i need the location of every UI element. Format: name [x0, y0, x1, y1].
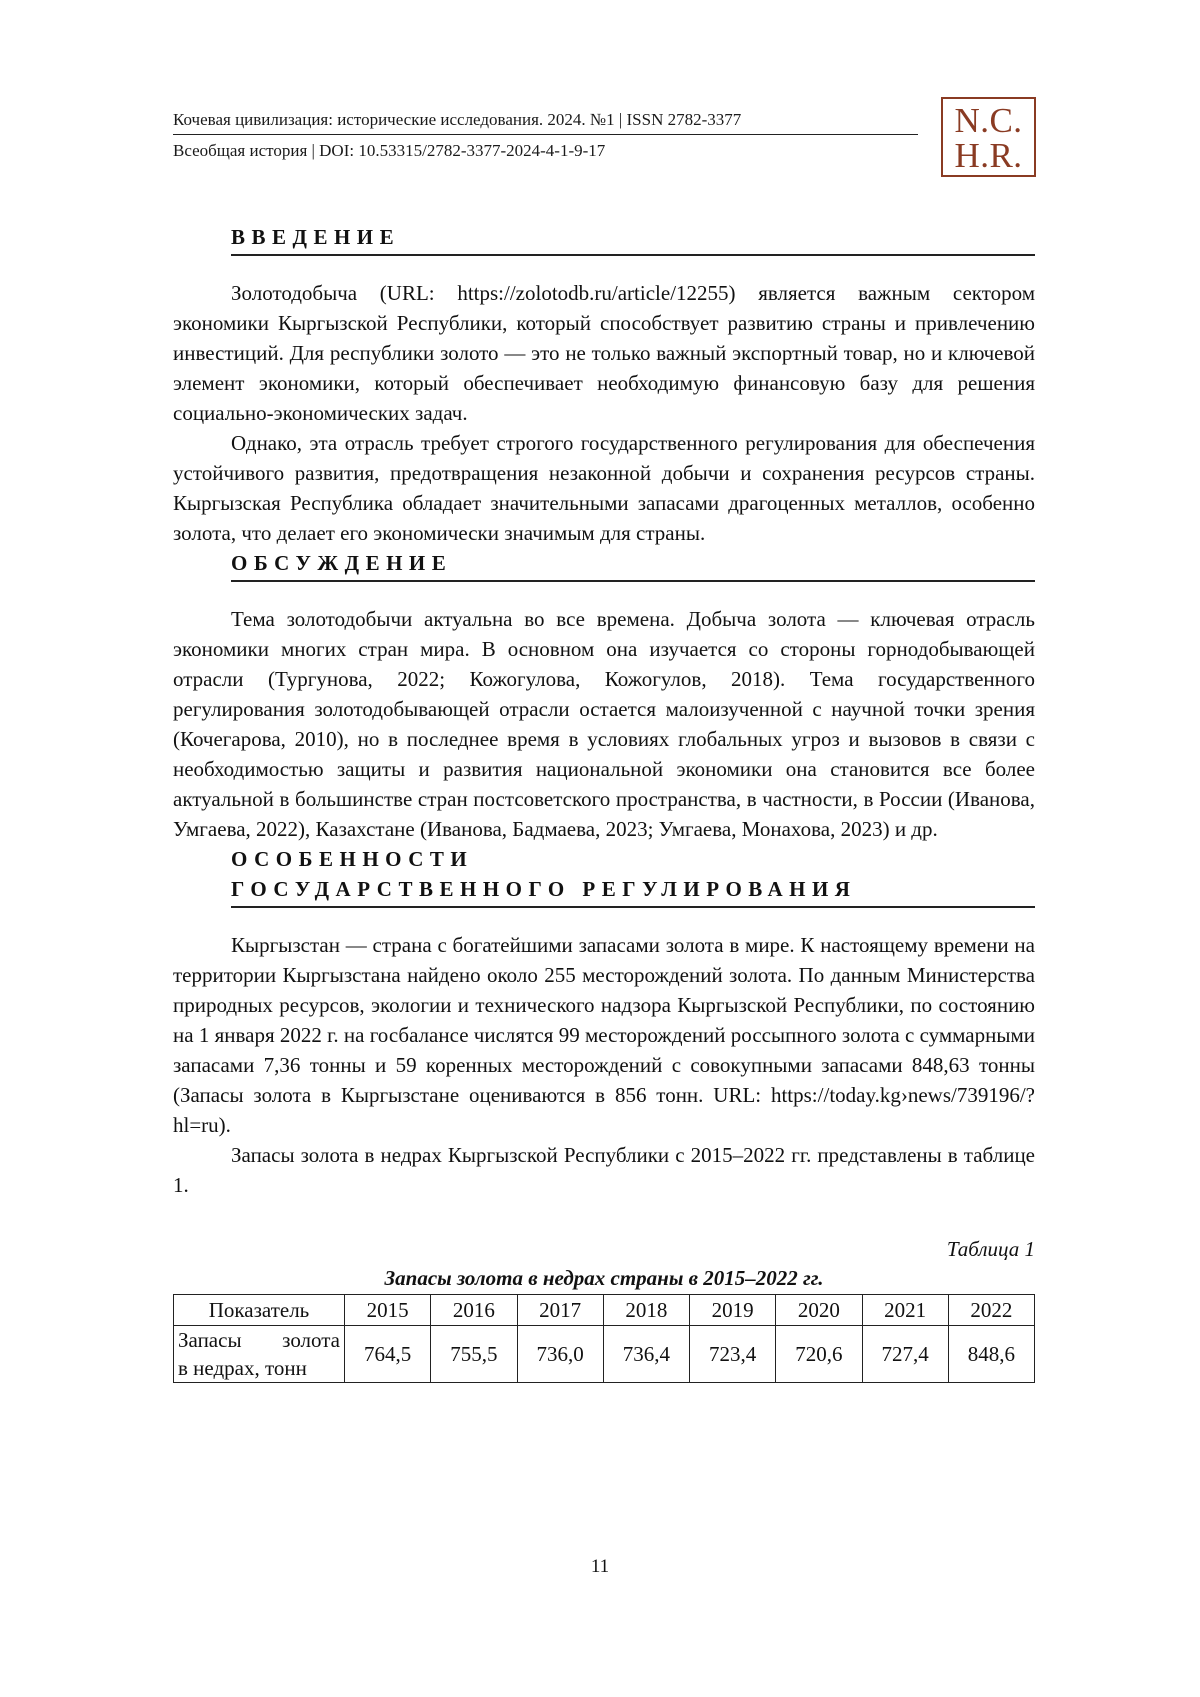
discussion-paragraph-1: Тема золотодобычи актуальна во все времена. Добыча золота — ключевая отрасль экономики многих стран мира. В основном она изучается со стороны горнодобывающей отрасли (Тургунова, 2022; Кожогулова, Кожогулов, 2018). Тема государственного регулирования золотодобывающей отрасли остается малоизученной с научной точки зрения (Кочегарова, 2010), но в последнее время в условиях глобальных угроз и вызовов в связи с необходимостью защиты и развития национальной экономики она становится все более актуальной в большинстве стран постсоветского пространства, в частности, в России (Иванова, Умгаева, 2022), Казахстане (Иванова, Бадмаева, 2023; Умгаева, Монахова, 2023) и др. — [173, 607, 1035, 841]
section-doi-line: Всеобщая история | DOI: 10.53315/2782-3377-2024-4-1-9-17 — [173, 141, 606, 160]
heading-discussion: ОБСУЖДЕНИЕ — [231, 548, 1035, 582]
header-cell-year: 2020 — [776, 1295, 862, 1326]
value-cell: 727,4 — [862, 1326, 948, 1383]
heading-introduction: ВВЕДЕНИЕ — [231, 222, 1035, 256]
heading-regulation — [231, 844, 1035, 908]
header-cell-year: 2019 — [690, 1295, 776, 1326]
header-cell-year: 2017 — [517, 1295, 603, 1326]
running-head — [173, 108, 918, 163]
header-cell-year: 2016 — [431, 1295, 517, 1326]
intro-paragraph-2: Однако, эта отрасль требует строгого государственного регулирования для обеспечения устойчивого развития, предотвращения незаконной добычи и сохранения ресурсов страны. Кыргызская Республика обладает значительными запасами драгоценных металлов, особенно золота, что делает его экономически значимым для страны. — [173, 431, 1035, 545]
regulation-paragraph-1: Кыргызстан — страна с богатейшими запасами золота в мире. К настоящему времени на территории Кыргызстана найдено около 255 месторождений золота. По данным Министерства природных ресурсов, экологии и технического надзора Кыргызской Республики, по состоянию на 1 января 2022 г. на госбалансе числятся 99 месторождений россыпного золота с суммарными запасами 7,36 тонны и 59 коренных месторождений с совокупными запасами 848,63 тонны (Запасы золота в Кыргызстане оцениваются в 856 тонн. URL: https://today.kg›news/739196/?hl=ru). — [173, 933, 1035, 1137]
value-cell: 720,6 — [776, 1326, 862, 1383]
header-cell-indicator: Показатель — [174, 1295, 345, 1326]
table-row — [174, 1326, 1035, 1383]
logo-line-1: N.C. — [954, 101, 1023, 140]
header-cell-year: 2021 — [862, 1295, 948, 1326]
table-header-row — [174, 1295, 1035, 1326]
header-cell-year: 2015 — [345, 1295, 431, 1326]
value-cell: 764,5 — [345, 1326, 431, 1383]
intro-paragraph-1: Золотодобыча (URL: https://zolotodb.ru/article/12255) является важным сектором экономики Кыргызской Республики, который способствует развитию страны и привлечению инвестиций. Для республики золото — это не только важный экспортный товар, но и ключевой элемент экономики, который обеспечивает необходимую финансовую базу для решения социально-экономических задач. — [173, 281, 1035, 425]
header-cell-year: 2018 — [603, 1295, 689, 1326]
regulation-paragraph-2: Запасы золота в недрах Кыргызской Республики с 2015–2022 гг. представлены в таблице 1. — [173, 1143, 1035, 1197]
gold-reserves-table — [173, 1294, 1035, 1383]
heading-regulation-line-2: ГОСУДАРСТВЕННОГО РЕГУЛИРОВАНИЯ — [231, 877, 857, 901]
value-cell: 755,5 — [431, 1326, 517, 1383]
journal-logo — [941, 97, 1036, 177]
table-title: Запасы золота в недрах страны в 2015–2022 гг. — [384, 1266, 824, 1290]
value-cell: 736,0 — [517, 1326, 603, 1383]
row-label-line-2: в недрах, тонн — [178, 1356, 307, 1380]
value-cell: 848,6 — [948, 1326, 1034, 1383]
heading-regulation-line-1: ОСОБЕННОСТИ — [231, 847, 474, 871]
logo-line-2: H.R. — [954, 136, 1023, 175]
page-number: 11 — [590, 1556, 610, 1577]
row-label-line-1: Запасы золота — [178, 1328, 340, 1352]
article-body — [173, 222, 1035, 1383]
journal-line: Кочевая цивилизация: исторические исследования. 2024. №1 | ISSN 2782-3377 — [173, 108, 918, 135]
value-cell: 736,4 — [603, 1326, 689, 1383]
value-cell: 723,4 — [690, 1326, 776, 1383]
header-cell-year: 2022 — [948, 1295, 1034, 1326]
row-label-cell — [174, 1326, 345, 1383]
table-label: Таблица 1 — [946, 1237, 1035, 1261]
